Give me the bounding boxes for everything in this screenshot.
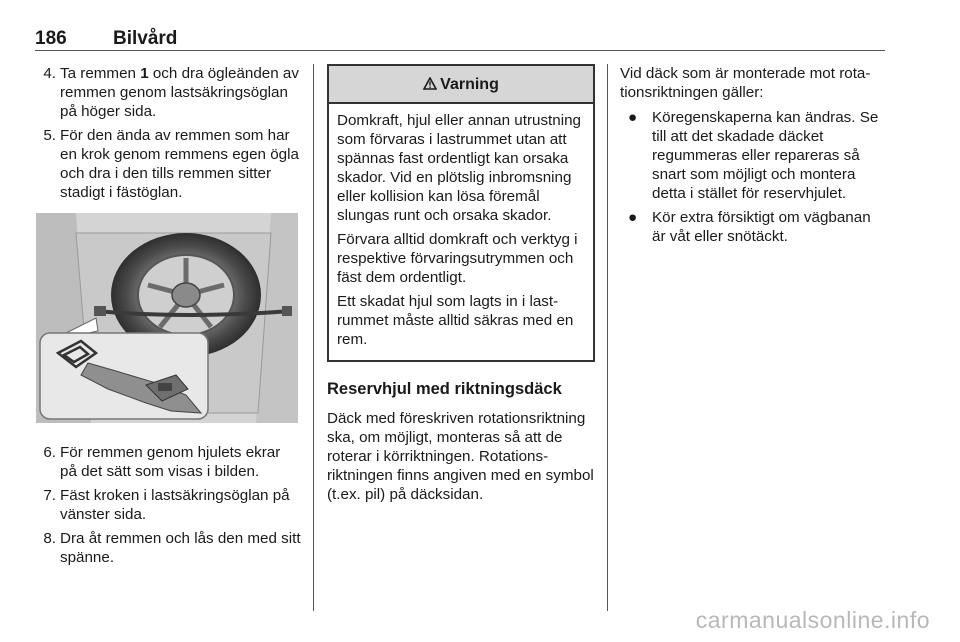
column-right: [620, 64, 888, 251]
warning-paragraph: Domkraft, hjul eller annan utrustning som förvaras i lastrummet utan att spännas fast ordentligt kan orsaka skador. Vid en plötslig inbromsning eller kollision kan lösa föremål slungas runt och orsaka skador.: [337, 112, 581, 224]
item-number: 4.: [43, 65, 56, 82]
bullet-icon: ●: [628, 109, 638, 126]
bullet-text: Köregenskaperna kan ändras. Se till att det skadade däcket regummeras eller repareras så snart som möjligt och montera detta i stället för reservhjulet.: [652, 109, 879, 202]
list-item: [36, 126, 301, 202]
subheading: Reservhjul med riktningsdäck: [327, 380, 562, 398]
column-divider: [607, 64, 608, 611]
column-middle: [327, 64, 595, 504]
column-left: [36, 64, 301, 572]
warning-paragraph: Ett skadat hjul som lagts in i lastrummet måste alltid säkras med en rem.: [337, 293, 574, 348]
warning-header: [329, 66, 593, 104]
warning-triangle-icon: [423, 75, 437, 94]
item-number: 8.: [43, 530, 56, 547]
bullet-item: [620, 108, 888, 203]
item-number: 7.: [43, 487, 56, 504]
intro-paragraph: Vid däck som är monterade mot rotationsriktningen gäller:: [620, 65, 871, 101]
list-item: [36, 529, 301, 567]
item-number: 5.: [43, 127, 56, 144]
bullet-icon: ●: [628, 209, 638, 226]
section-title: Bilvård: [113, 28, 178, 49]
warning-paragraph: Förvara alltid domkraft och verktyg i respektive förvaringsutrymmen och fäst dem ordentligt.: [337, 231, 578, 286]
watermark: carmanualsonline.info: [695, 607, 930, 633]
warning-body: [329, 104, 593, 360]
item-text: För den ända av remmen som har en krok genom remmens egen ögla och dra i den tills remmen sitter stadigt i fästöglan.: [60, 127, 299, 201]
page-number: 186: [35, 28, 67, 49]
list-item: [36, 64, 301, 121]
list-item: [36, 486, 301, 524]
item-text: För remmen genom hjulets ekrar på det sätt som visas i bilden.: [60, 444, 281, 480]
list-item: [36, 443, 301, 481]
warning-title: Varning: [440, 75, 499, 93]
body-paragraph: Däck med föreskriven rotationsriktning ska, om möjligt, monteras så att de roterar i körriktningen. Rotationsriktningen finns angiven med en symbol (t.ex. pil) på däcksidan.: [327, 410, 594, 503]
item-number: 6.: [43, 444, 56, 461]
warning-box: [327, 64, 595, 362]
page-header: [35, 28, 885, 51]
bullet-item: [620, 208, 888, 246]
item-text: Ta remmen 1 och dra ögleänden av remmen genom lastsäkringsöglan på höger sida.: [60, 65, 299, 120]
item-text: Dra åt remmen och lås den med sitt spänne.: [60, 530, 301, 566]
bullet-text: Kör extra försiktigt om vägbanan är våt eller snötäckt.: [652, 209, 871, 245]
item-text: Fäst kroken i lastsäkringsöglan på vänster sida.: [60, 487, 290, 523]
column-divider: [313, 64, 314, 611]
spare-wheel-strap-illustration: [36, 213, 298, 423]
